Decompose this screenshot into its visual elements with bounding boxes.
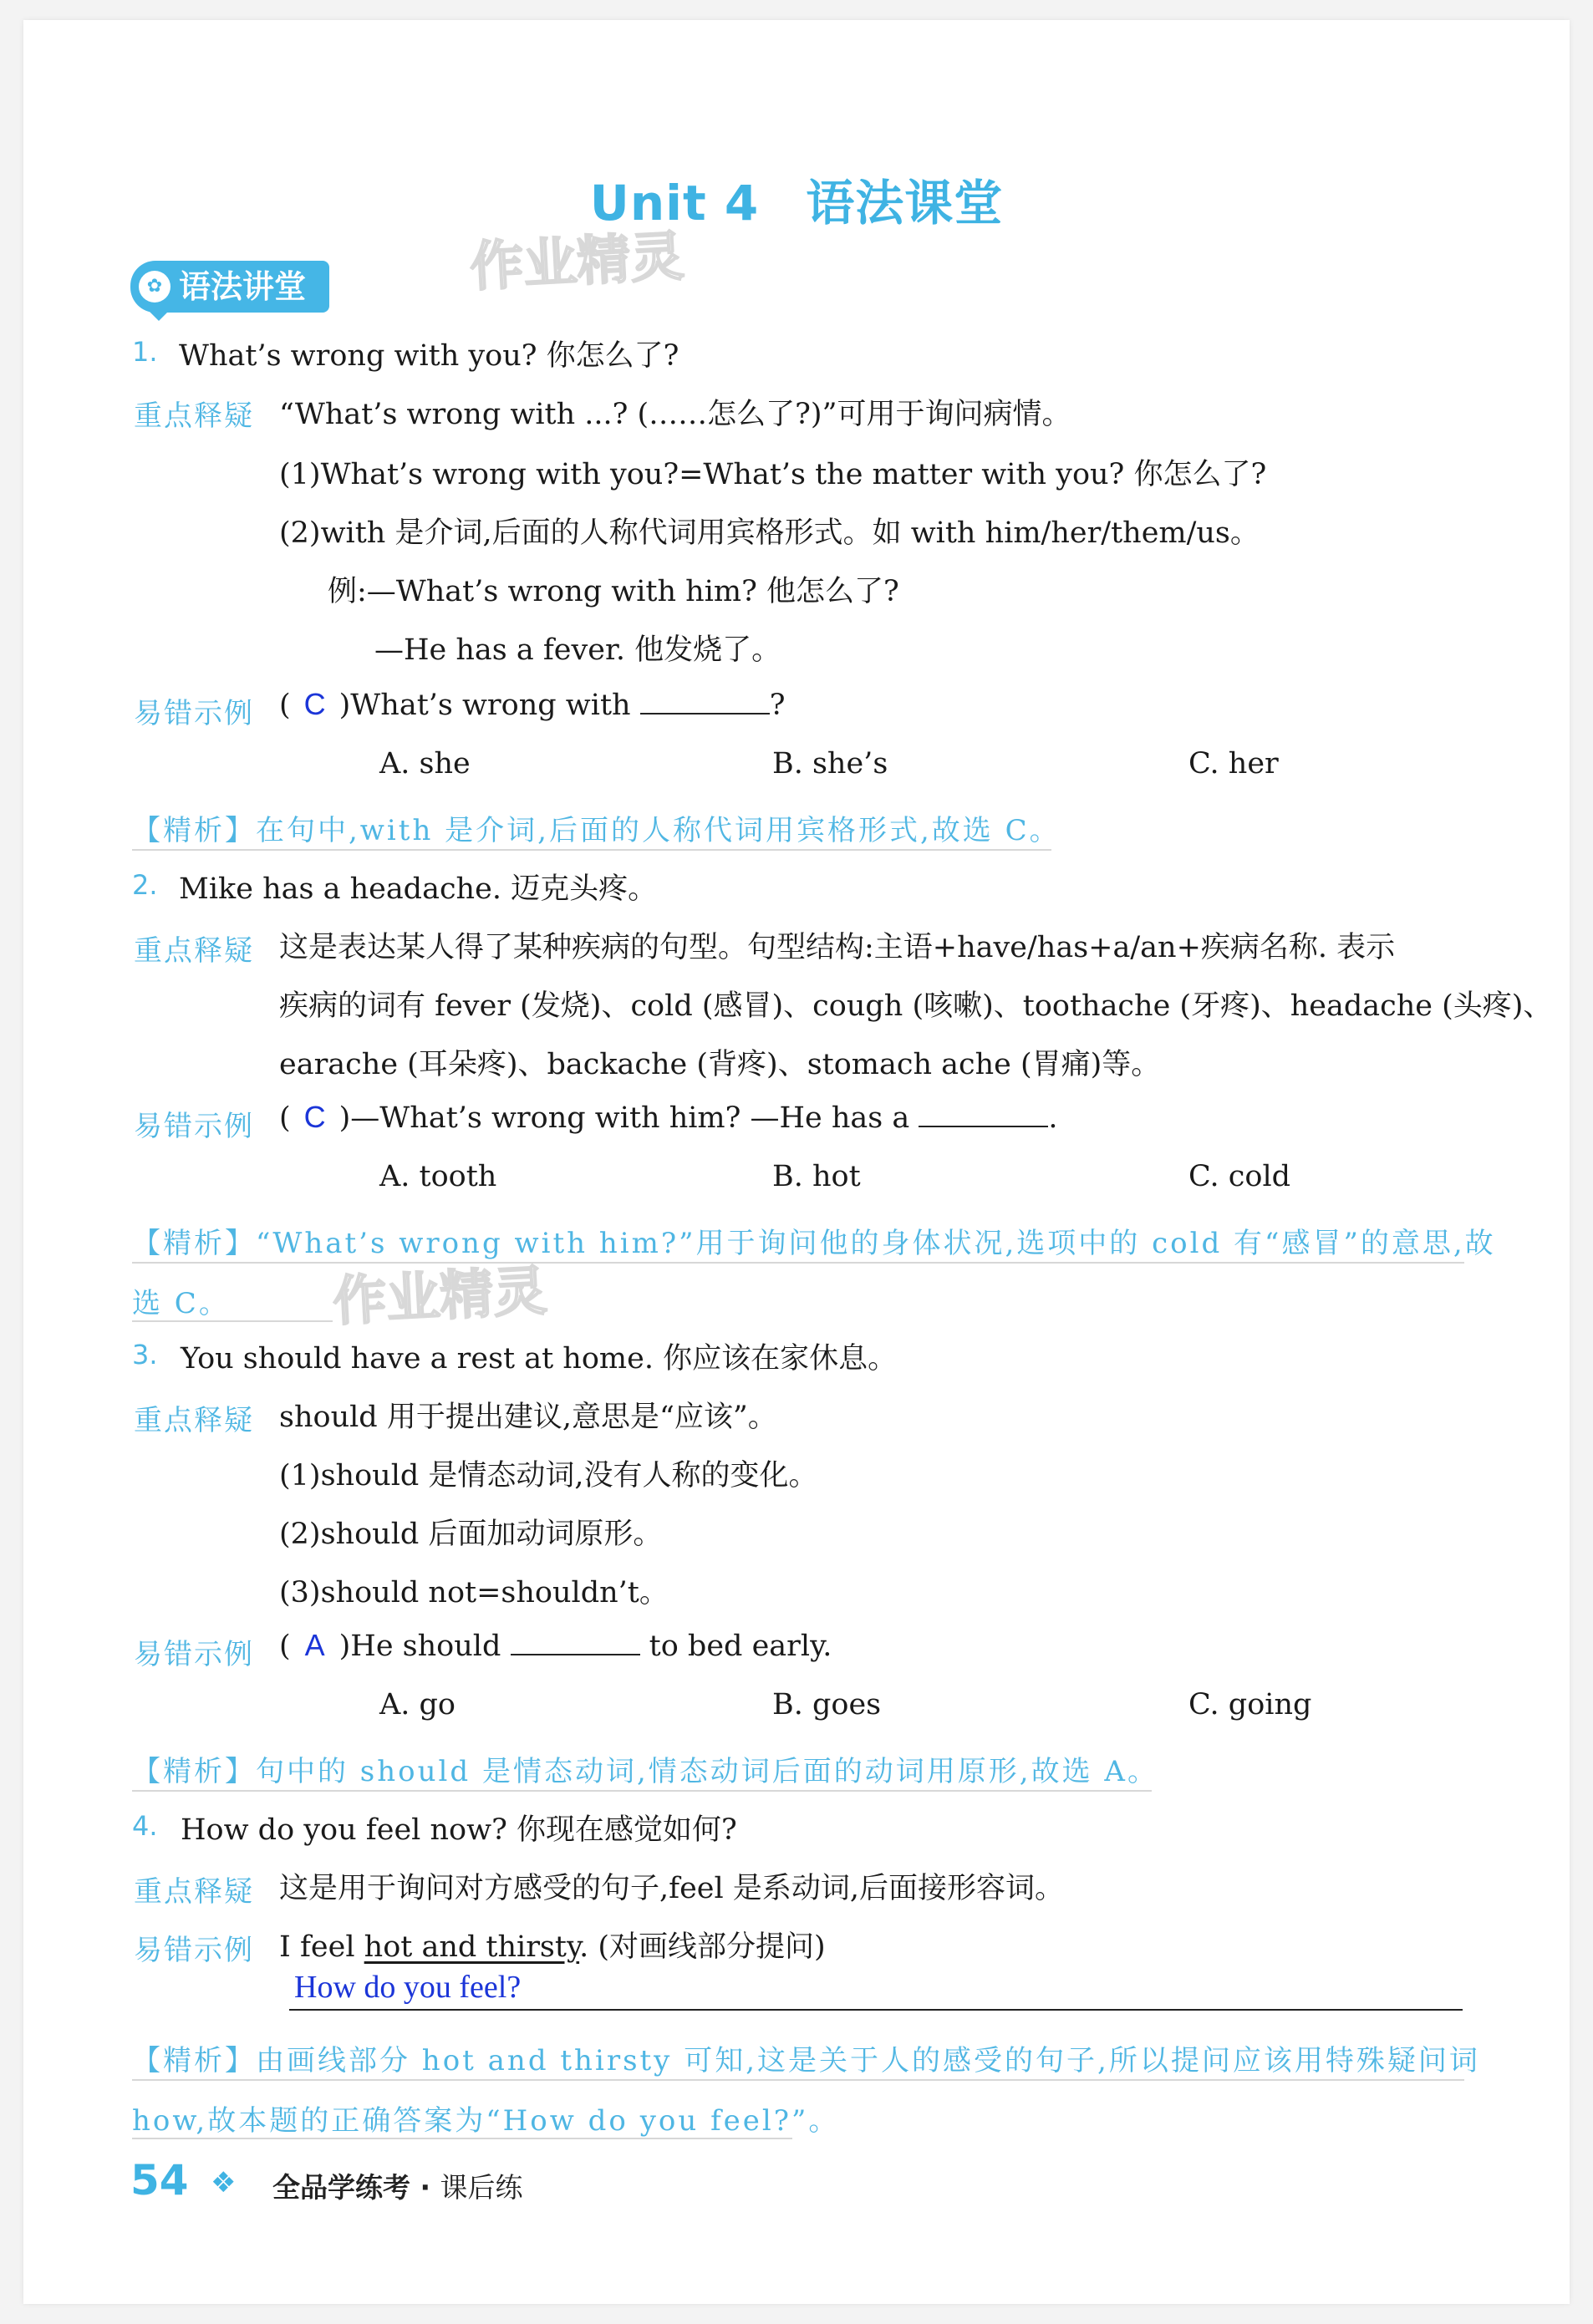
key-line: should 用于提出建议,意思是“应该”。 <box>279 1401 777 1434</box>
jingxi <box>132 807 1061 848</box>
answer-line <box>289 1969 1463 2011</box>
jingxi-text: 选 C。 <box>132 1287 230 1320</box>
option-c: C. going <box>1188 1688 1312 1721</box>
answer-mark: A <box>304 1628 325 1662</box>
key-line: —He has a fever. 他发烧了。 <box>374 633 781 667</box>
footer-title <box>272 2166 523 2205</box>
item-number: 4. <box>132 1810 158 1842</box>
divider <box>132 1262 1464 1264</box>
blank <box>511 1630 640 1655</box>
question-text: )He should <box>338 1630 501 1663</box>
section-badge-label: 语法讲堂 <box>179 268 307 305</box>
error-label: 易错示例 <box>134 697 254 730</box>
unit-label: Unit 4 <box>589 175 760 231</box>
jingxi <box>132 1748 1158 1789</box>
key-label: 重点释疑 <box>134 1404 254 1437</box>
divider <box>132 2079 1464 2081</box>
key-line: 这是用于询问对方感受的句子,feel 是系动词,后面接形容词。 <box>279 1872 1064 1905</box>
option-b: B. hot <box>772 1160 861 1193</box>
blank <box>919 1102 1048 1127</box>
divider <box>132 1790 1152 1792</box>
jingxi-label: 【精析】 <box>132 814 256 847</box>
lesson-title: 语法课堂 <box>806 175 1004 231</box>
underlined-text: hot and thirsty <box>364 1930 580 1964</box>
jingxi-text: 由画线部分 hot and thirsty 可知,这是关于人的感受的句子,所以提问应该用特殊疑问词 <box>256 2044 1480 2077</box>
question-text: )—What’s wrong with him? —He has a <box>338 1101 910 1135</box>
divider <box>132 849 1051 851</box>
watermark: 作业精灵 <box>468 226 686 299</box>
option-b: B. goes <box>772 1688 882 1721</box>
question-text-end: ? <box>769 689 786 722</box>
option-b: B. she’s <box>772 747 888 781</box>
blank <box>640 689 770 714</box>
option-c: C. her <box>1188 747 1279 781</box>
watermark: 作业精灵 <box>331 1260 549 1334</box>
error-question: ( A )He should to bed early. <box>279 1628 832 1663</box>
error-label: 易错示例 <box>134 1638 254 1671</box>
key-label: 重点释疑 <box>134 934 254 968</box>
item-number: 3. <box>132 1339 158 1370</box>
item-sentence: How do you feel now? 你现在感觉如何? <box>181 1813 737 1847</box>
question-text: )What’s wrong with <box>338 689 631 722</box>
divider <box>132 1320 333 1322</box>
key-line: 例:—What’s wrong with him? 他怎么了? <box>328 575 899 608</box>
jingxi-label: 【精析】 <box>132 1227 256 1260</box>
answer-mark: C <box>303 687 326 721</box>
answer-mark: C <box>303 1100 326 1134</box>
key-line: “What’s wrong with ...? (……怎么了?)”可用于询问病情。 <box>279 398 1071 431</box>
page-title <box>0 164 1593 234</box>
book-name: 全品学练考 <box>272 2171 410 2204</box>
key-line: (1)should 是情态动词,没有人称的变化。 <box>279 1459 818 1493</box>
page-number: 54 <box>130 2156 189 2204</box>
key-line: (3)should not=shouldn’t。 <box>279 1576 669 1610</box>
option-a: A. she <box>379 747 471 781</box>
item-sentence: What’s wrong with you? 你怎么了? <box>179 339 679 373</box>
jingxi-label: 【精析】 <box>132 2044 256 2077</box>
key-line: (2)should 后面加动词原形。 <box>279 1518 663 1551</box>
jingxi-label: 【精析】 <box>132 1755 256 1788</box>
footer-sep: · <box>420 2171 431 2204</box>
item-number: 2. <box>132 869 158 901</box>
lightbulb-icon: ✿ <box>139 271 170 303</box>
error-question: ( C )—What’s wrong with him? —He has a . <box>279 1100 1058 1135</box>
error-label: 易错示例 <box>134 1934 254 1967</box>
jingxi-text: 句中的 should 是情态动词,情态动词后面的动词用原形,故选 A。 <box>256 1755 1158 1788</box>
error-label: 易错示例 <box>134 1110 254 1143</box>
question-text-end: to bed early. <box>649 1630 832 1663</box>
item-sentence: Mike has a headache. 迈克头疼。 <box>179 872 658 906</box>
section-badge <box>130 261 329 313</box>
jingxi-text: how,故本题的正确答案为“How do you feel?”。 <box>132 2104 840 2138</box>
key-line: 疾病的词有 fever (发烧)、cold (感冒)、cough (咳嗽)、toothache (牙疼)、headache (头疼)、 <box>279 989 1553 1023</box>
key-line: (1)What’s wrong with you?=What’s the matter with you? 你怎么了? <box>279 458 1267 491</box>
jingxi-text: 在句中,with 是介词,后面的人称代词用宾格形式,故选 C。 <box>256 814 1061 847</box>
key-label: 重点释疑 <box>134 399 254 433</box>
jingxi <box>132 1220 1496 1261</box>
answer-text: How do you feel? <box>294 1970 522 2005</box>
option-c: C. cold <box>1188 1160 1291 1193</box>
key-line: earache (耳朵疼)、backache (背疼)、stomach ache (胃痛)等。 <box>279 1048 1161 1081</box>
item-number: 1. <box>132 336 158 368</box>
diamond-icon: ❖ <box>211 2166 237 2199</box>
badge-tail <box>147 309 170 321</box>
question-text-end: . (对画线部分提问) <box>579 1930 826 1964</box>
key-label: 重点释疑 <box>134 1875 254 1909</box>
book-sub: 课后练 <box>440 2171 523 2204</box>
jingxi-text: “What’s wrong with him?”用于询问他的身体状况,选项中的 cold 有“感冒”的意思,故 <box>256 1227 1496 1260</box>
question-text: I feel <box>279 1930 364 1964</box>
option-a: A. tooth <box>379 1160 497 1193</box>
item-sentence: You should have a rest at home. 你应该在家休息。 <box>181 1342 898 1376</box>
divider <box>132 2138 792 2139</box>
error-question: ( C )What’s wrong with ? <box>279 687 786 722</box>
option-a: A. go <box>379 1688 456 1721</box>
question-text-end: . <box>1048 1101 1058 1135</box>
jingxi <box>132 2037 1480 2078</box>
key-line: (2)with 是介词,后面的人称代词用宾格形式。如 with him/her/them/us。 <box>279 516 1260 550</box>
error-question <box>279 1924 826 1965</box>
key-line: 这是表达某人得了某种疾病的句型。句型结构:主语+have/has+a/an+疾病名称. 表示 <box>279 931 1396 964</box>
